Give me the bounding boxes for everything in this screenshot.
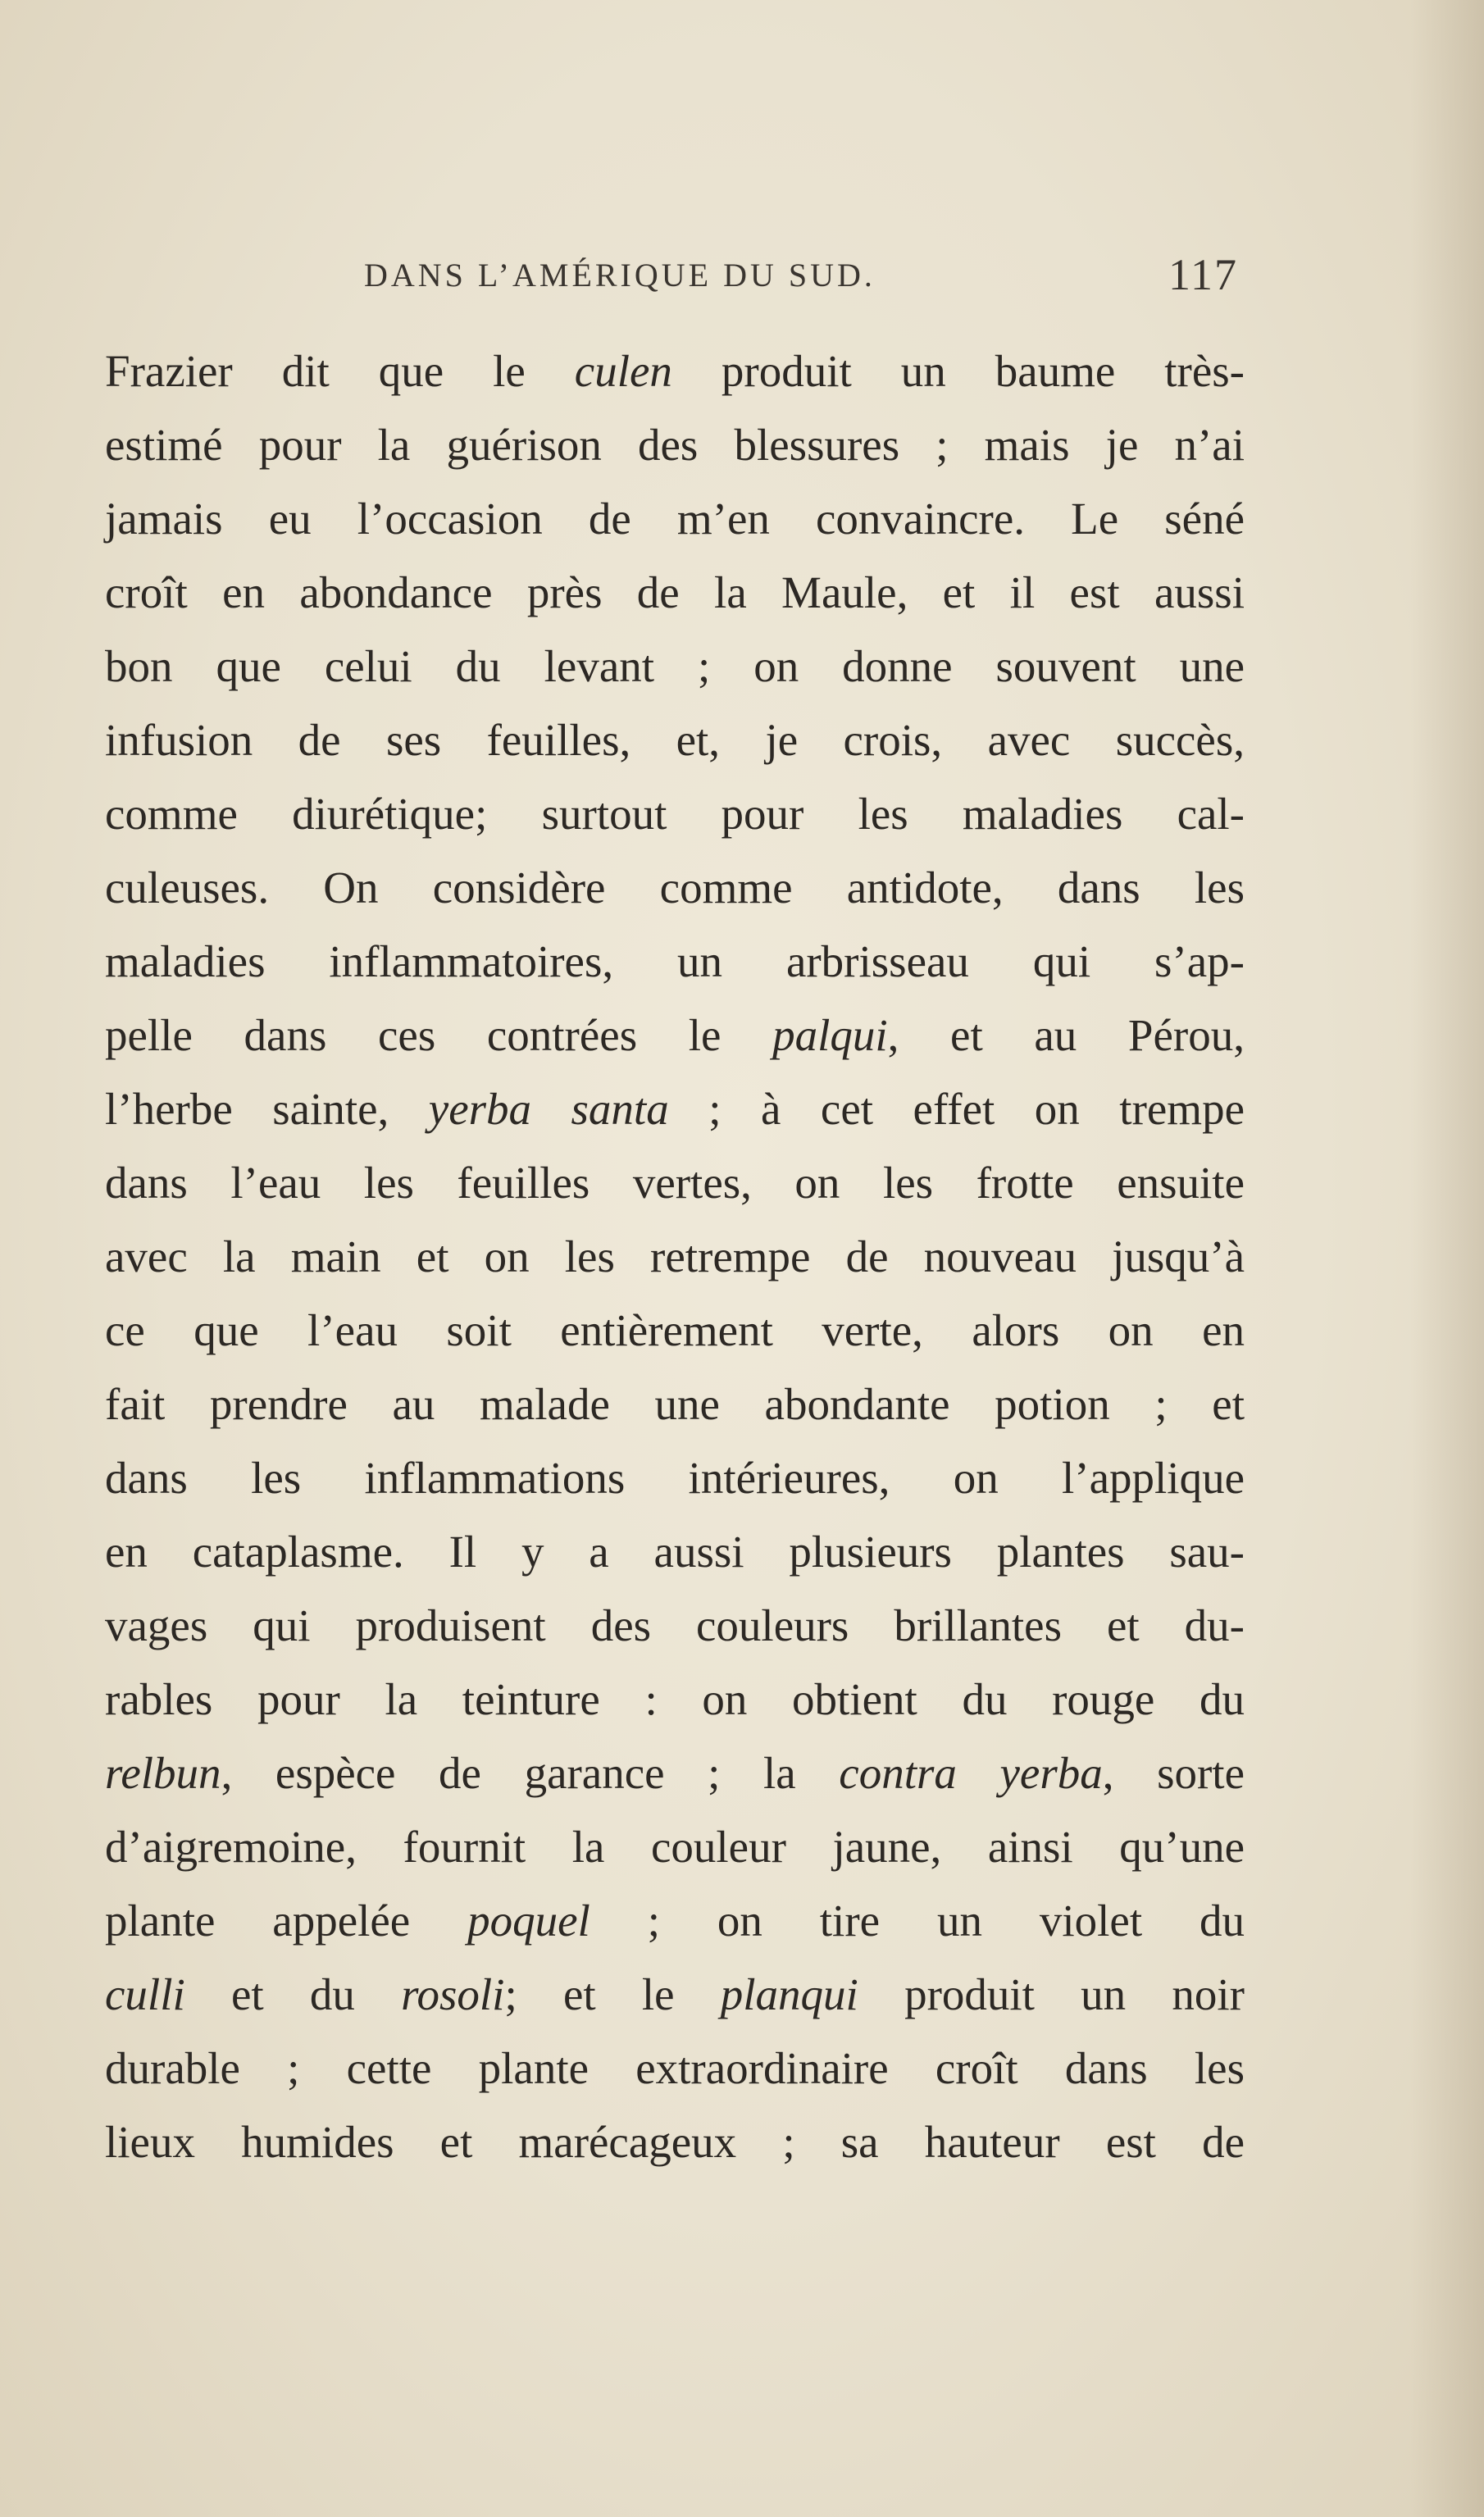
text-segment: pelle dans ces contrées le (105, 1010, 773, 1060)
text-line (105, 1663, 1245, 1736)
text-segment: ; et le (504, 1969, 721, 2019)
text-segment: infusion de ses feuilles, et, je crois, avec succès, (105, 715, 1245, 765)
text-line (105, 630, 1245, 703)
text-segment: avec la main et on les retrempe de nouveau jusqu’à (105, 1231, 1245, 1281)
text-line (105, 1736, 1245, 1810)
text-segment: vages qui produisent des couleurs brillantes et du- (105, 1600, 1245, 1650)
text-line (105, 777, 1245, 851)
italic-term: rosoli (401, 1969, 505, 2019)
text-segment: culeuses. On considère comme antidote, dans les (105, 863, 1245, 913)
italic-term: palqui (772, 1010, 888, 1060)
text-segment: rables pour la teinture : on obtient du rouge du (105, 1674, 1245, 1724)
body-text (105, 335, 1245, 2179)
text-line (105, 1589, 1245, 1663)
text-line (105, 1220, 1245, 1294)
text-line (105, 1294, 1245, 1368)
text-segment: dans les inflammations intérieures, on l’applique (105, 1453, 1245, 1503)
text-segment: , espèce de garance ; la (221, 1748, 840, 1798)
text-segment: comme diurétique; surtout pour les maladies cal- (105, 789, 1245, 839)
italic-term: yerba santa (428, 1084, 669, 1134)
text-line (105, 925, 1245, 999)
text-segment: et du (184, 1969, 402, 2019)
text-segment: bon que celui du levant ; on donne souvent une (105, 641, 1245, 691)
page-number: 117 (1168, 250, 1238, 299)
running-head: DANS L’AMÉRIQUE DU SUD. (364, 257, 876, 294)
text-segment: l’herbe sainte, (105, 1084, 429, 1134)
text-segment: d’aigremoine, fournit la couleur jaune, ainsi qu’une (105, 1822, 1245, 1872)
text-segment: plante appelée (105, 1896, 468, 1946)
text-line (105, 851, 1245, 925)
text-segment: produit un baume très- (671, 346, 1245, 396)
text-line (105, 703, 1245, 777)
text-line (105, 1810, 1245, 1884)
text-line (105, 2105, 1245, 2179)
text-line (105, 1072, 1245, 1146)
text-line (105, 335, 1245, 408)
text-segment: Frazier dit que le (105, 346, 575, 396)
text-segment: ; à cet effet on trempe (668, 1084, 1245, 1134)
text-line (105, 999, 1245, 1072)
text-segment: fait prendre au malade une abondante potion ; et (105, 1379, 1245, 1429)
text-segment: dans l’eau les feuilles vertes, on les frotte ensuite (105, 1158, 1245, 1208)
text-segment: jamais eu l’occasion de m’en convaincre. Le séné (105, 494, 1245, 544)
text-segment: produit un noir (858, 1969, 1245, 2019)
text-segment: maladies inflammatoires, un arbrisseau qui s’ap- (105, 936, 1245, 986)
text-segment: , et au Pérou, (887, 1010, 1245, 1060)
text-segment: , sorte (1102, 1748, 1245, 1798)
text-line (105, 2032, 1245, 2105)
text-segment: croît en abondance près de la Maule, et il est aussi (105, 567, 1245, 617)
text-line (105, 556, 1245, 630)
italic-term: culen (574, 346, 672, 396)
text-segment: durable ; cette plante extraordinaire croît dans les (105, 2043, 1245, 2093)
italic-term: contra yerba (839, 1748, 1103, 1798)
text-line (105, 1441, 1245, 1515)
text-line (105, 1368, 1245, 1441)
italic-term: relbun (105, 1748, 221, 1798)
text-segment: estimé pour la guérison des blessures ; mais je n’ai (105, 420, 1245, 470)
text-line (105, 1884, 1245, 1958)
text-line (105, 408, 1245, 482)
text-line (105, 1515, 1245, 1589)
page-header (344, 246, 1238, 312)
italic-term: culli (105, 1969, 185, 2019)
text-line (105, 482, 1245, 556)
italic-term: planqui (720, 1969, 858, 2019)
text-line (105, 1958, 1245, 2032)
text-segment: ; on tire un violet du (590, 1896, 1245, 1946)
text-segment: lieux humides et marécageux ; sa hauteur est de (105, 2117, 1245, 2167)
text-line (105, 1146, 1245, 1220)
text-segment: ce que l’eau soit entièrement verte, alors on en (105, 1305, 1245, 1355)
italic-term: poquel (467, 1896, 590, 1946)
text-segment: en cataplasme. Il y a aussi plusieurs plantes sau- (105, 1527, 1245, 1577)
